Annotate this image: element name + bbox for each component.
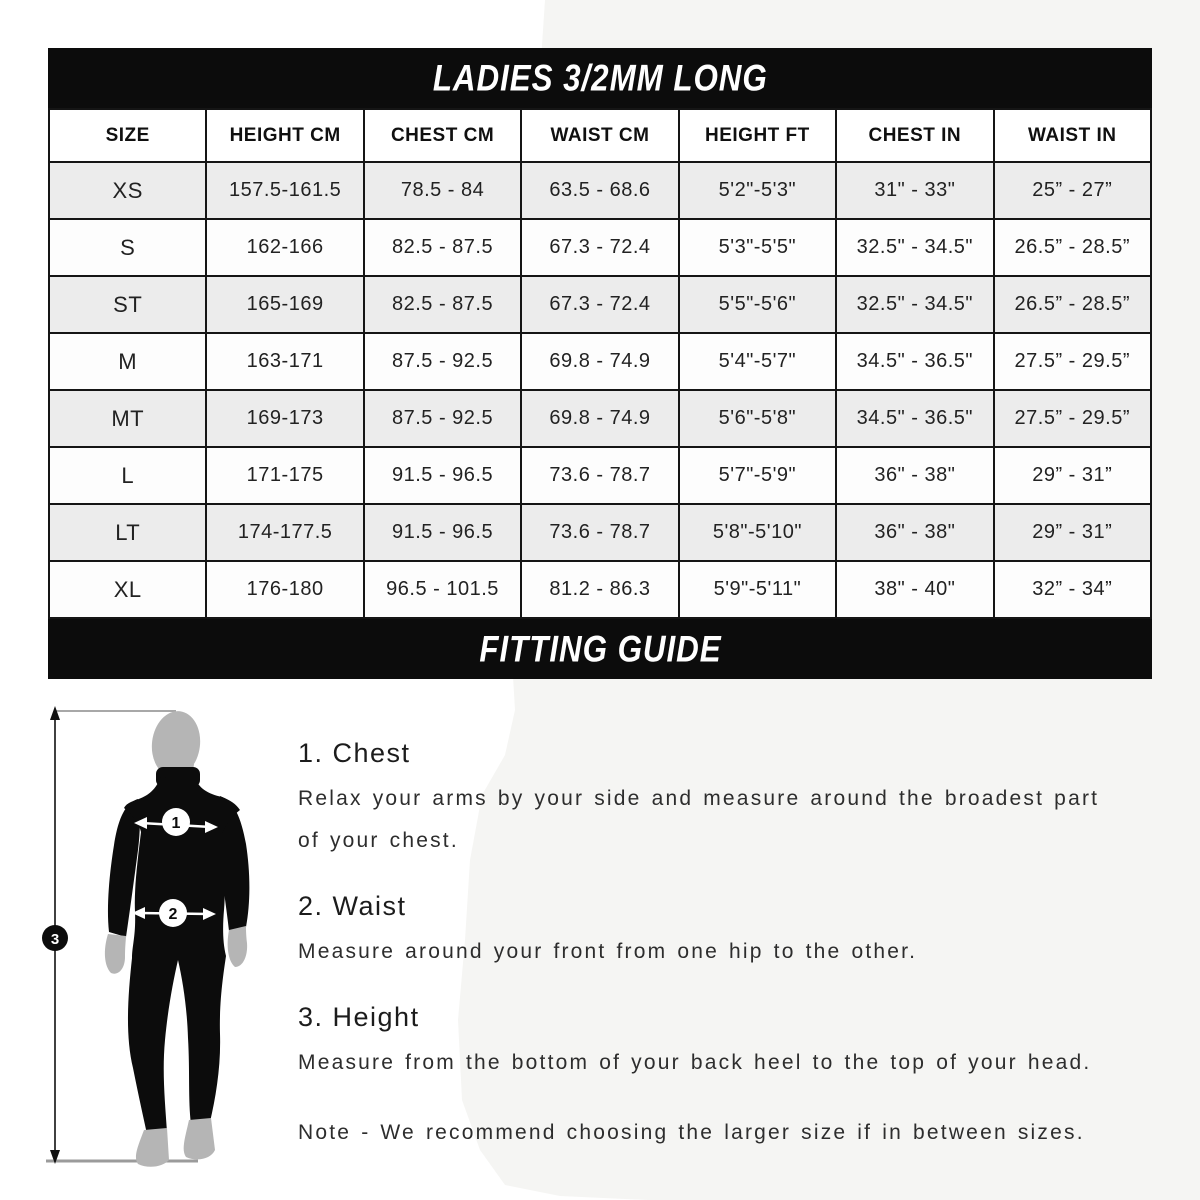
fitting-note: Note - We recommend choosing the larger size if in between sizes. xyxy=(298,1121,1085,1144)
table-cell: 91.5 - 96.5 xyxy=(364,504,521,561)
table-cell: 5'7"-5'9" xyxy=(679,447,836,504)
table-cell: 176-180 xyxy=(206,561,363,618)
wetsuit-figure-illustration xyxy=(40,700,280,1180)
table-row xyxy=(49,162,1151,219)
table-cell: 174-177.5 xyxy=(206,504,363,561)
guide-section-line: Measure from the bottom of your back heel to the top of your head. xyxy=(298,1051,1092,1074)
table-cell: 26.5” - 28.5” xyxy=(994,276,1151,333)
table-cell: 36" - 38" xyxy=(836,504,993,561)
table-cell: 73.6 - 78.7 xyxy=(521,447,678,504)
table-cell: 171-175 xyxy=(206,447,363,504)
column-header: WAIST IN xyxy=(994,109,1151,162)
column-header: SIZE xyxy=(49,109,206,162)
table-cell: 5'9"-5'11" xyxy=(679,561,836,618)
table-cell: 67.3 - 72.4 xyxy=(521,219,678,276)
guide-section xyxy=(298,737,1178,862)
chest-marker: 1 xyxy=(171,815,181,832)
table-cell: 63.5 - 68.6 xyxy=(521,162,678,219)
size-cell: MT xyxy=(49,390,206,447)
figure-left-arm xyxy=(108,799,140,937)
header-row xyxy=(49,109,1151,162)
table-cell: 96.5 - 101.5 xyxy=(364,561,521,618)
fitting-guide-title: FITTING GUIDE xyxy=(478,627,722,670)
table-row xyxy=(49,390,1151,447)
guide-sections xyxy=(298,737,1178,1084)
table-cell: 31" - 33" xyxy=(836,162,993,219)
size-cell: ST xyxy=(49,276,206,333)
table-cell: 82.5 - 87.5 xyxy=(364,276,521,333)
size-cell: XS xyxy=(49,162,206,219)
table-head xyxy=(49,109,1151,162)
size-table xyxy=(48,108,1152,619)
column-header: HEIGHT CM xyxy=(206,109,363,162)
table-cell: 157.5-161.5 xyxy=(206,162,363,219)
height-marker-badge xyxy=(42,925,68,951)
size-cell: L xyxy=(49,447,206,504)
table-cell: 38" - 40" xyxy=(836,561,993,618)
figure-left-hand xyxy=(105,934,126,974)
table-cell: 78.5 - 84 xyxy=(364,162,521,219)
table-cell: 5'4"-5'7" xyxy=(679,333,836,390)
figure-right-hand xyxy=(228,926,247,967)
height-marker: 3 xyxy=(50,931,60,948)
table-cell: 69.8 - 74.9 xyxy=(521,390,678,447)
guide-section xyxy=(298,1001,1178,1084)
column-header: HEIGHT FT xyxy=(679,109,836,162)
table-cell: 32” - 34” xyxy=(994,561,1151,618)
size-cell: LT xyxy=(49,504,206,561)
waist-marker: 2 xyxy=(168,906,178,923)
measurement-figure xyxy=(40,700,280,1180)
table-row xyxy=(49,276,1151,333)
table-cell: 81.2 - 86.3 xyxy=(521,561,678,618)
guide-section-heading: 2. Waist xyxy=(298,891,407,921)
table-cell: 27.5” - 29.5” xyxy=(994,333,1151,390)
table-cell: 27.5” - 29.5” xyxy=(994,390,1151,447)
table-cell: 32.5" - 34.5" xyxy=(836,276,993,333)
table-cell: 26.5” - 28.5” xyxy=(994,219,1151,276)
table-cell: 5'5"-5'6" xyxy=(679,276,836,333)
guide-section-line: Relax your arms by your side and measure around the broadest part xyxy=(298,787,1100,810)
table-cell: 82.5 - 87.5 xyxy=(364,219,521,276)
guide-section-line: Measure around your front from one hip to the other. xyxy=(298,940,918,963)
size-cell: M xyxy=(49,333,206,390)
table-cell: 87.5 - 92.5 xyxy=(364,333,521,390)
table-body xyxy=(49,162,1151,618)
table-cell: 5'6"-5'8" xyxy=(679,390,836,447)
table-cell: 29” - 31” xyxy=(994,504,1151,561)
size-cell: S xyxy=(49,219,206,276)
table-cell: 169-173 xyxy=(206,390,363,447)
table-cell: 32.5" - 34.5" xyxy=(836,219,993,276)
table-cell: 163-171 xyxy=(206,333,363,390)
table-row xyxy=(49,219,1151,276)
chart-title-bar xyxy=(48,48,1152,108)
figure-right-foot xyxy=(184,1118,215,1159)
guide-section-heading: 3. Height xyxy=(298,1002,420,1032)
table-cell: 73.6 - 78.7 xyxy=(521,504,678,561)
column-header: CHEST CM xyxy=(364,109,521,162)
table-cell: 34.5" - 36.5" xyxy=(836,333,993,390)
table-cell: 162-166 xyxy=(206,219,363,276)
table-row xyxy=(49,447,1151,504)
table-cell: 34.5" - 36.5" xyxy=(836,390,993,447)
table-row xyxy=(49,333,1151,390)
chart-title: LADIES 3/2MM LONG xyxy=(432,56,768,99)
table-cell: 69.8 - 74.9 xyxy=(521,333,678,390)
guide-section xyxy=(298,890,1178,973)
table-cell: 67.3 - 72.4 xyxy=(521,276,678,333)
column-header: WAIST CM xyxy=(521,109,678,162)
guide-section-heading: 1. Chest xyxy=(298,738,411,768)
table-cell: 36" - 38" xyxy=(836,447,993,504)
size-cell: XL xyxy=(49,561,206,618)
fitting-guide-bar xyxy=(48,619,1152,679)
table-cell: 5'8"-5'10" xyxy=(679,504,836,561)
column-header: CHEST IN xyxy=(836,109,993,162)
table-cell: 29” - 31” xyxy=(994,447,1151,504)
guide-section-line: of your chest. xyxy=(298,829,459,852)
fitting-guide-text xyxy=(298,737,1178,1154)
table-row xyxy=(49,561,1151,618)
table-row xyxy=(49,504,1151,561)
figure-left-foot xyxy=(136,1128,169,1167)
table-cell: 87.5 - 92.5 xyxy=(364,390,521,447)
table-cell: 91.5 - 96.5 xyxy=(364,447,521,504)
table-cell: 5'2"-5'3" xyxy=(679,162,836,219)
size-chart xyxy=(48,48,1152,679)
table-cell: 25” - 27” xyxy=(994,162,1151,219)
table-cell: 5'3"-5'5" xyxy=(679,219,836,276)
table-cell: 165-169 xyxy=(206,276,363,333)
